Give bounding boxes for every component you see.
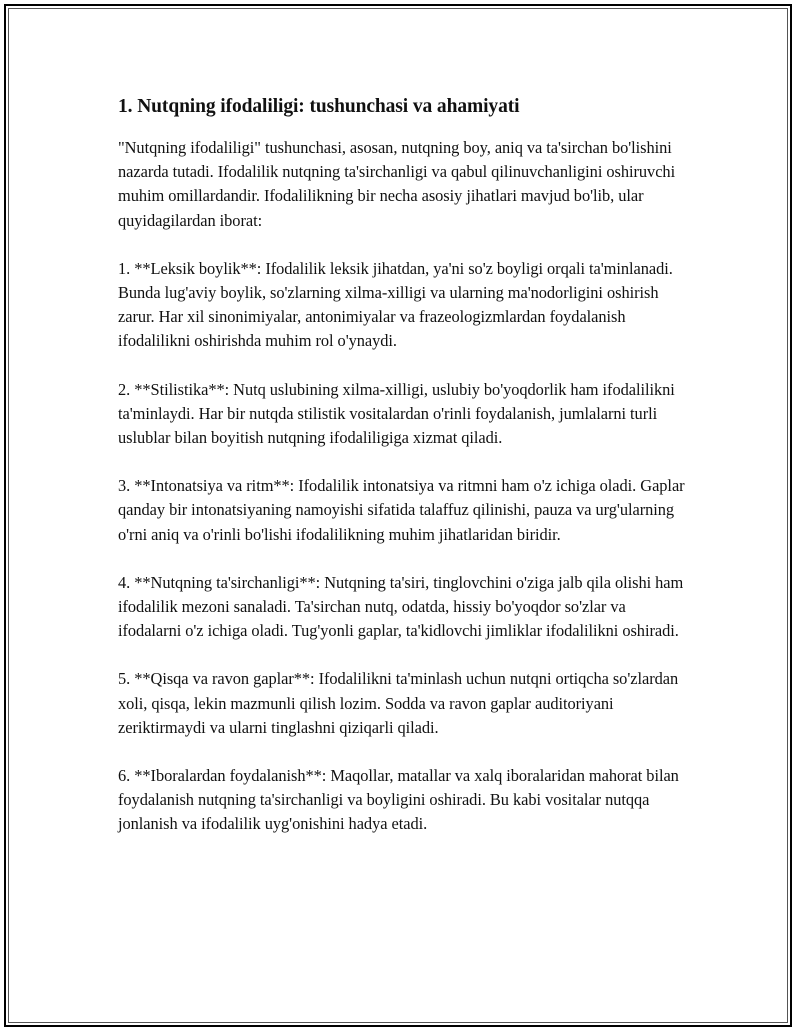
paragraph-leksik-boylik: 1. **Leksik boylik**: Ifodalilik leksik jihatdan, ya'ni so'z boyligi orqali ta'minlanadi. Bunda lug'aviy boylik, so'zlarning xilma-xilligi va ularning ma'nodorligini oshirish zarur. Har xil sinonimiyalar, antonimiyalar va frazeologizmlardan foydalanish ifodalilikni oshirishda muhim rol o'ynaydi. bbox=[118, 258, 673, 351]
paragraph-stilistika: 2. **Stilistika**: Nutq uslubining xilma-xilligi, uslubiy bo'yoqdorlik ham ifodalilikni ta'minlaydi. Har bir nutqda stilistik vositalardan o'rinli foydalanish, jumlalarni turli uslublar bilan boyitish nutqning ifodaliligiga xizmat qiladi. bbox=[118, 379, 675, 448]
paragraph-intonatsiya-va-ritm: 3. **Intonatsiya va ritm**: Ifodalilik intonatsiya va ritmni ham o'z ichiga oladi. Gaplar qanday bir intonatsiyaning namoyishi sifatida talaffuz qilinishi, pauza va urg'ularning o'rni aniq va o'rinli bo'lishi ifodalilikning muhim jihatlaridan biridir. bbox=[118, 476, 685, 544]
document-body bbox=[118, 94, 686, 861]
paragraph-nutqning-tasirchanligi: 4. **Nutqning ta'sirchanligi**: Nutqning ta'siri, tinglovchini o'ziga jalb qila olishi ham ifodalilik mezoni sanaladi. Ta'sirchan nutq, odatda, hissiy bo'yoqdor so'zlar va ifodalarni o'z ichiga oladi. Tug'yonli gaplar, ta'kidlovchi jimliklar ifodalilikni oshiradi. bbox=[118, 572, 684, 641]
paragraph-qisqa-va-ravon-gaplar: 5. **Qisqa va ravon gaplar**: Ifodalilikni ta'minlash uchun nutqni ortiqcha so'zlardan xoli, qisqa, lekin mazmunli qilish lozim. Sodda va ravon gaplar auditoriyani zeriktirmaydi va ularni tinglashni qiziqarli qiladi. bbox=[118, 669, 679, 737]
section-heading: 1. Nutqning ifodaliligi: tushunchasi va ahamiyati bbox=[118, 96, 520, 117]
paragraph-iboralardan-foydalanish: 6. **Iboralardan foydalanish**: Maqollar, matallar va xalq iboralaridan mahorat bilan foydalanish nutqning ta'sirchanligi va boyligini oshiradi. Bu kabi vositalar nutqqa jonlanish va ifodalilik uyg'onishini hadya etadi. bbox=[118, 766, 679, 834]
intro-paragraph: "Nutqning ifodaliligi" tushunchasi, asosan, nutqning boy, aniq va ta'sirchan bo'lishini nazarda tutadi. Ifodalilik nutqning ta'sirchanligi va qabul qilinuvchanligini oshiruvchi muhim omillardandir. Ifodalilikning bir necha asosiy jihatlari mavjud bo'lib, ular quyidagilardan iborat: bbox=[118, 138, 676, 230]
